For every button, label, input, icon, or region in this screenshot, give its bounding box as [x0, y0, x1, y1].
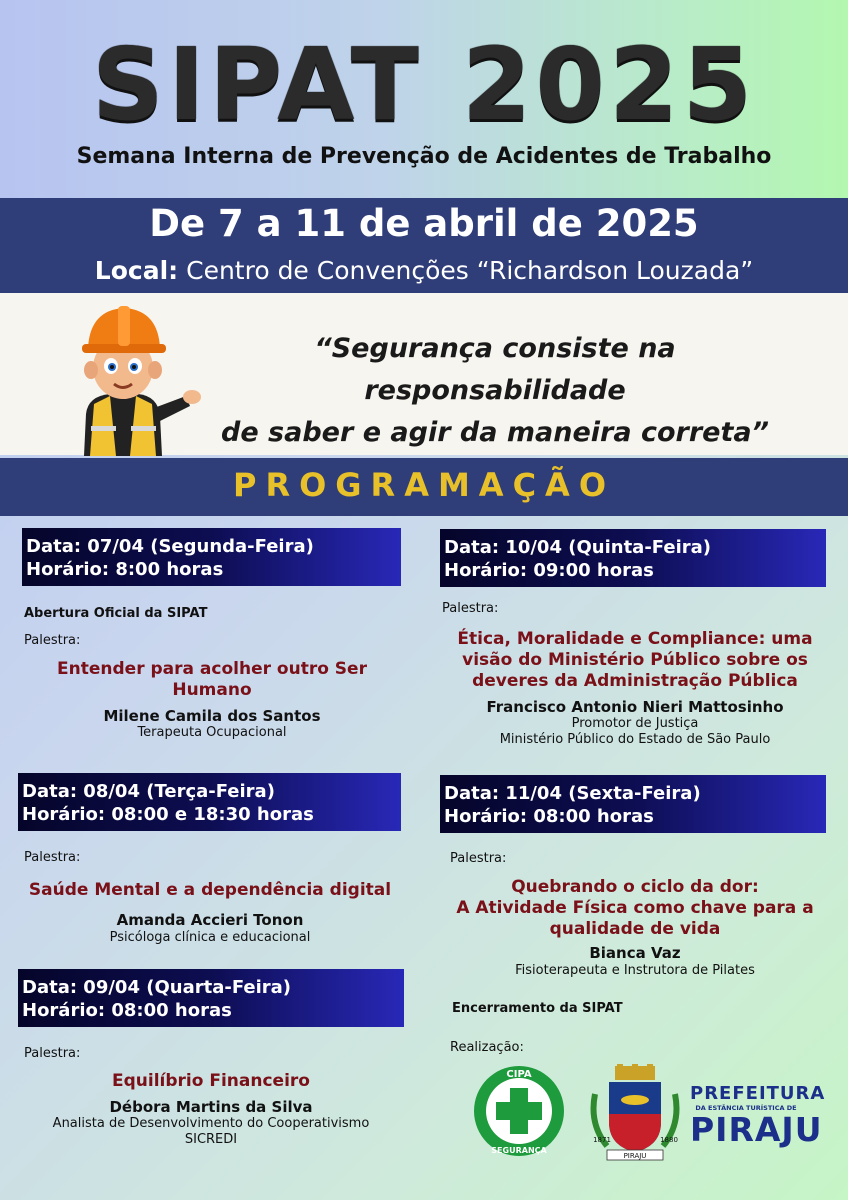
event-location: [0, 256, 848, 285]
coat-year-left: 1871: [593, 1136, 611, 1144]
day-5-date: Data: 11/04 (Sexta-Feira): [444, 783, 701, 804]
day-1-date-box: [22, 528, 401, 586]
day-3-date: Data: 09/04 (Quarta-Feira): [22, 977, 292, 998]
day-1-talk-label: Palestra:: [24, 633, 81, 648]
cipa-logo-icon: [472, 1064, 566, 1158]
worker-mascot-icon: [58, 296, 203, 456]
closing-note: Encerramento da SIPAT: [452, 1001, 623, 1016]
realizacao-label: Realização:: [450, 1040, 524, 1055]
day-5-speaker: Bianca Vaz: [589, 944, 681, 962]
day-5-talk-label: Palestra:: [450, 851, 507, 866]
day-5-date-box: [440, 775, 826, 833]
day-1-talk-title: [22, 659, 402, 701]
safety-quote: [190, 328, 800, 454]
day-2-talk-label: Palestra:: [24, 850, 81, 865]
location-label: Local:: [94, 256, 179, 285]
day-2-time: Horário: 08:00 e 18:30 horas: [22, 804, 314, 825]
day-1-time: Horário: 8:00 horas: [26, 559, 224, 580]
day-5-speaker-role: Fisioterapeuta e Instrutora de Pilates: [515, 963, 755, 978]
day-4-talk-title: [430, 629, 840, 692]
day-3-talk-title: Equilíbrio Financeiro: [112, 1071, 310, 1091]
day-2-talk-title: Saúde Mental e a dependência digital: [28, 880, 392, 900]
day-4-role-line-2: Ministério Público do Estado de São Paulo: [499, 732, 771, 747]
quote-line-2: de saber e agir da maneira correta”: [221, 417, 769, 448]
page-title: SIPAT 2025: [91, 26, 757, 143]
day-2-speaker-role: Psicóloga clínica e educacional: [109, 930, 311, 945]
day-2-date: Data: 08/04 (Terça-Feira): [22, 781, 275, 802]
day-5-time: Horário: 08:00 horas: [444, 806, 654, 827]
day-3-role-line-1: Analista de Desenvolvimento do Cooperativismo: [52, 1116, 370, 1131]
day-4-date: Data: 10/04 (Quinta-Feira): [444, 537, 711, 558]
day-3-speaker-role: [18, 1116, 404, 1148]
day-1-date: Data: 07/04 (Segunda-Feira): [26, 536, 314, 557]
day-4-talk-label: Palestra:: [442, 601, 499, 616]
day-5-talk-line-1: Quebrando o ciclo da dor:: [511, 877, 759, 897]
day-2-speaker: Amanda Accieri Tonon: [116, 911, 304, 929]
piraju-coat-of-arms-icon: [585, 1064, 685, 1162]
day-4-talk-line-3: deveres da Administração Pública: [472, 671, 798, 691]
day-5-talk-line-3: qualidade de vida: [549, 919, 721, 939]
day-4-speaker: Francisco Antonio Nieri Mattosinho: [486, 698, 784, 716]
prefeitura-line-1: PREFEITURA: [690, 1083, 826, 1104]
cipa-logo-bottom-text: SEGURANÇA: [491, 1146, 547, 1155]
day-3-time: Horário: 08:00 horas: [22, 1000, 232, 1021]
page-subtitle: Semana Interna de Prevenção de Acidentes de Trabalho: [76, 144, 772, 169]
day-1-talk-line-1: Entender para acolher outro Ser: [57, 659, 367, 679]
day-1-talk-line-2: Humano: [172, 680, 252, 700]
day-1-speaker-role: Terapeuta Ocupacional: [137, 725, 287, 740]
quote-line-1: “Segurança consiste na responsabilidade: [314, 333, 676, 406]
day-4-speaker-role: [430, 716, 840, 748]
day-1-opening-note: Abertura Oficial da SIPAT: [24, 606, 208, 621]
program-title: PROGRAMAÇÃO: [232, 466, 616, 504]
day-3-speaker: Débora Martins da Silva: [109, 1098, 313, 1116]
cipa-logo-top-text: CIPA: [506, 1069, 532, 1080]
day-4-role-line-1: Promotor de Justiça: [571, 716, 699, 731]
day-1-speaker: Milene Camila dos Santos: [103, 707, 321, 725]
prefeitura-line-2: DA ESTÂNCIA TURÍSTICA DE: [695, 1104, 797, 1112]
day-4-talk-line-1: Ética, Moralidade e Compliance: uma: [457, 629, 813, 649]
prefeitura-line-3: PIRAJU: [690, 1110, 823, 1149]
day-5-talk-title: [430, 877, 840, 940]
location-value: Centro de Convenções “Richardson Louzada”: [186, 256, 754, 285]
day-2-date-box: [18, 773, 401, 831]
day-3-talk-label: Palestra:: [24, 1046, 81, 1061]
day-4-talk-line-2: visão do Ministério Público sobre os: [462, 650, 808, 670]
day-4-date-box: [440, 529, 826, 587]
day-5-talk-line-2: A Atividade Física como chave para a: [456, 898, 814, 918]
coat-year-right: 1880: [660, 1136, 678, 1144]
day-3-date-box: [18, 969, 404, 1027]
day-3-role-line-2: SICREDI: [184, 1132, 238, 1147]
event-dates: De 7 a 11 de abril de 2025: [149, 202, 699, 245]
coat-banner-text: PIRAJU: [623, 1152, 647, 1160]
day-4-time: Horário: 09:00 horas: [444, 560, 654, 581]
